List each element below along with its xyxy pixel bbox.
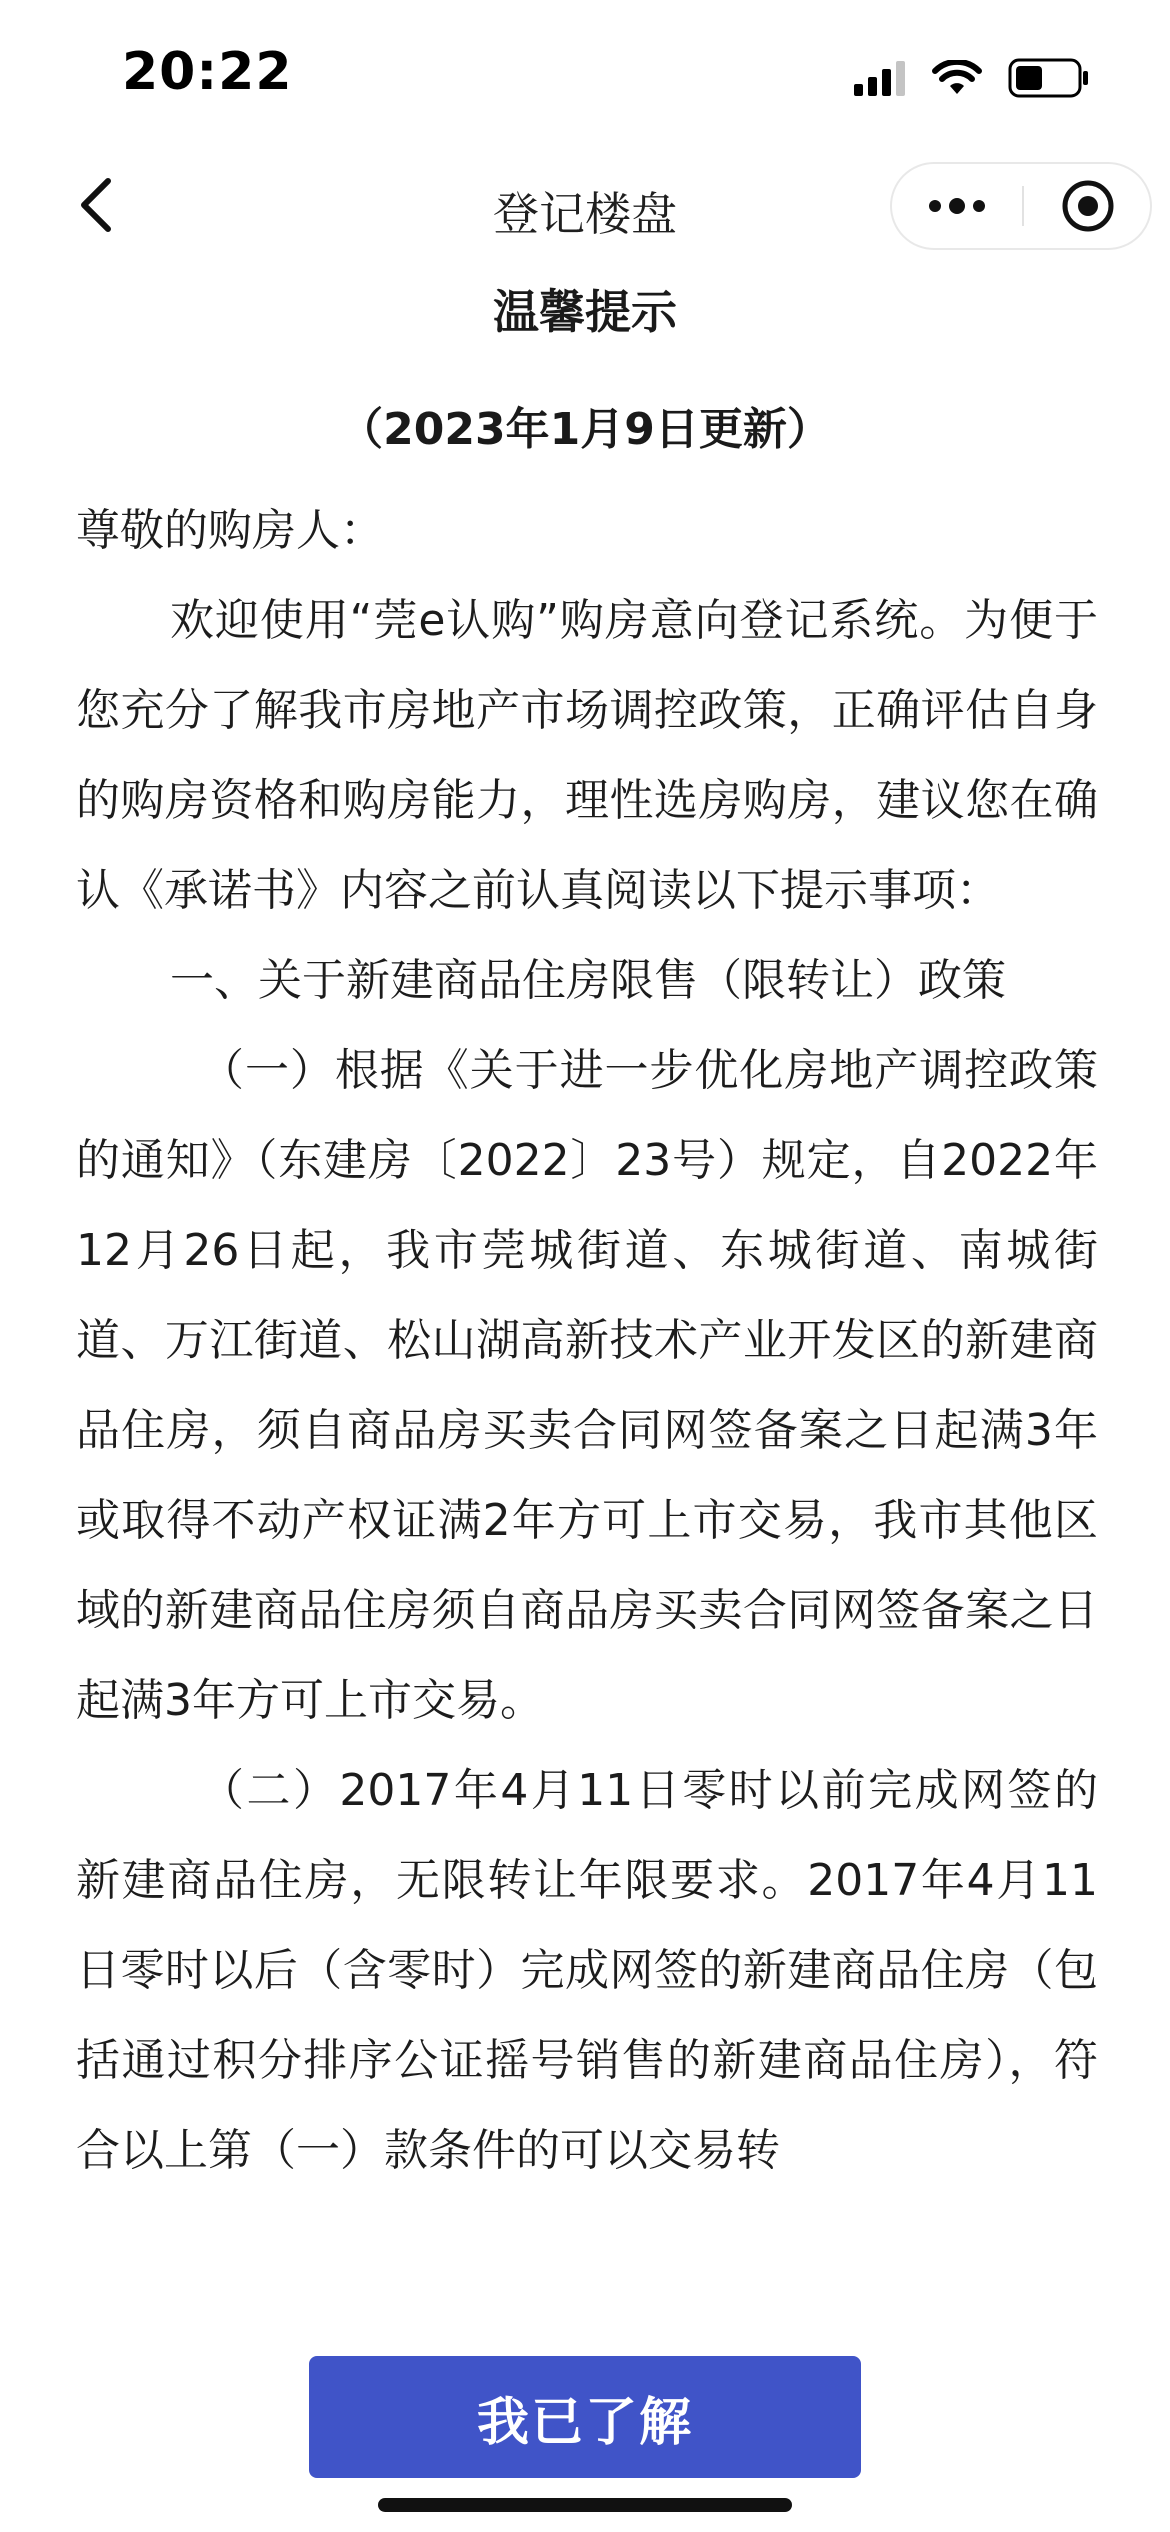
battery-icon [1008, 58, 1090, 98]
status-time: 20:22 [122, 42, 293, 102]
notice-title: 温馨提示 [493, 285, 677, 339]
notice-paragraph: 欢迎使用“莞e认购”购房意向登记系统。为便于您充分了解我市房地产市场调控政策，正确评估自身的购房资格和购房能力，理性选房购房，建议您在确认《承诺书》内容之前认真阅读以下提示事项： [76, 595, 1098, 916]
notice-paragraph: （二）2017年4月11日零时以前完成网签的新建商品住房，无限转让年限要求。2017年4月11日零时以后（含零时）完成网签的新建商品住房（包括通过积分排序公证摇号销售的新建商品住房），符合以上第（一）款条件的可以交易转 [76, 1765, 1098, 2176]
notice-greeting: 尊敬的购房人： [76, 505, 384, 556]
notice-content[interactable] [0, 262, 1170, 2322]
signal-icon [854, 60, 906, 96]
confirm-understood-button[interactable]: 我已了解 [309, 2356, 861, 2478]
notice-section-heading: 一、关于新建商品住房限售（限转让）政策 [170, 955, 1006, 1006]
nav-bar [0, 150, 1170, 260]
notice-updated-date: （2023年1月9日更新） [339, 404, 831, 455]
home-indicator [378, 2498, 792, 2512]
more-dots-icon [927, 197, 987, 215]
status-icons [854, 58, 1090, 98]
close-target-icon [1060, 178, 1116, 234]
more-button[interactable] [892, 164, 1022, 248]
status-bar [0, 0, 1170, 150]
close-mini-program-button[interactable] [1024, 164, 1152, 248]
mini-program-capsule [890, 162, 1152, 250]
notice-paragraph: （一）根据《关于进一步优化房地产调控政策的通知》（东建房〔2022〕23号）规定，自2022年12月26日起，我市莞城街道、东城街道、南城街道、万江街道、松山湖高新技术产业开发区的新建商品住房，须自商品房买卖合同网签备案之日起满3年或取得不动产权证满2年方可上市交易，我市其他区域的新建商品住房须自商品房买卖合同网签备案之日起满3年方可上市交易。 [76, 1045, 1098, 1726]
wifi-icon [932, 60, 982, 96]
nav-title: 登记楼盘 [493, 187, 677, 241]
